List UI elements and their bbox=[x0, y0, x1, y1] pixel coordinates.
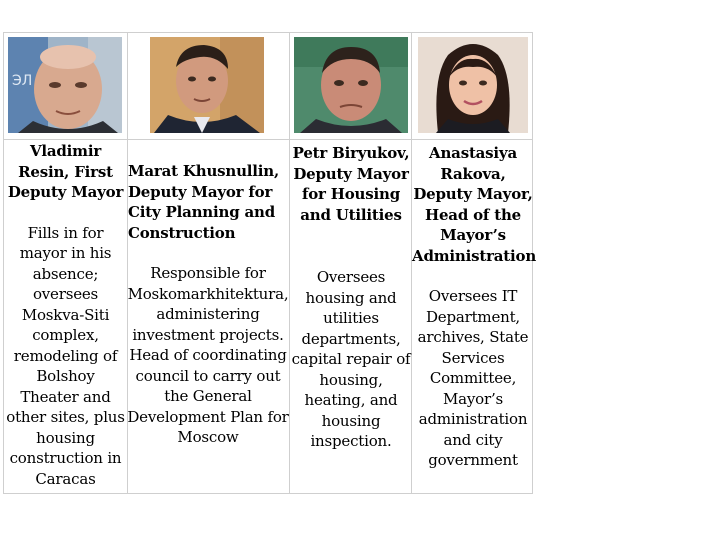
official-title: Marat Khusnullin, Deputy Mayor for City Planning and Construction bbox=[128, 162, 280, 242]
svg-text:ЭЛ: ЭЛ bbox=[12, 73, 33, 89]
portrait-biryukov-image bbox=[294, 37, 408, 133]
portrait-photo-khusnullin bbox=[150, 37, 264, 133]
official-title: Anastasiya Rakova, Deputy Mayor, Head of the Mayor’s Administration bbox=[412, 144, 537, 265]
portrait-photo-resin bbox=[8, 37, 122, 133]
photo-row bbox=[4, 33, 532, 140]
official-column-resin bbox=[4, 141, 127, 489]
official-description: Oversees IT Department, archives, State Services Committee, Mayor’s administration and city government bbox=[417, 287, 529, 469]
official-description: Responsible for Moskomarkhitektura, administering investment projects. Head of coordinating council to carry out the General Development Plan for Moscow bbox=[127, 264, 289, 446]
official-column-khusnullin bbox=[126, 141, 290, 448]
official-column-rakova bbox=[412, 141, 537, 471]
portrait-photo-biryukov bbox=[294, 37, 408, 133]
portrait-photo-rakova bbox=[418, 37, 528, 133]
official-description: Fills in for mayor in his absence; oversees Moskva-Siti complex, remodeling of Bolshoy Theater and other sites, plus housing construction in Caracas bbox=[6, 223, 125, 488]
official-title: Vladimir Resin, First Deputy Mayor bbox=[7, 142, 124, 201]
portrait-resin-image bbox=[8, 37, 122, 133]
portrait-khusnullin-image bbox=[150, 37, 264, 133]
official-column-biryukov bbox=[290, 141, 412, 452]
officials-table bbox=[3, 32, 537, 494]
official-description: Oversees housing and utilities departments, capital repair of housing, heating, and housing inspection. bbox=[291, 268, 411, 450]
portrait-rakova-image bbox=[418, 37, 528, 133]
official-title: Petr Biryukov, Deputy Mayor for Housing and Utilities bbox=[292, 144, 410, 224]
